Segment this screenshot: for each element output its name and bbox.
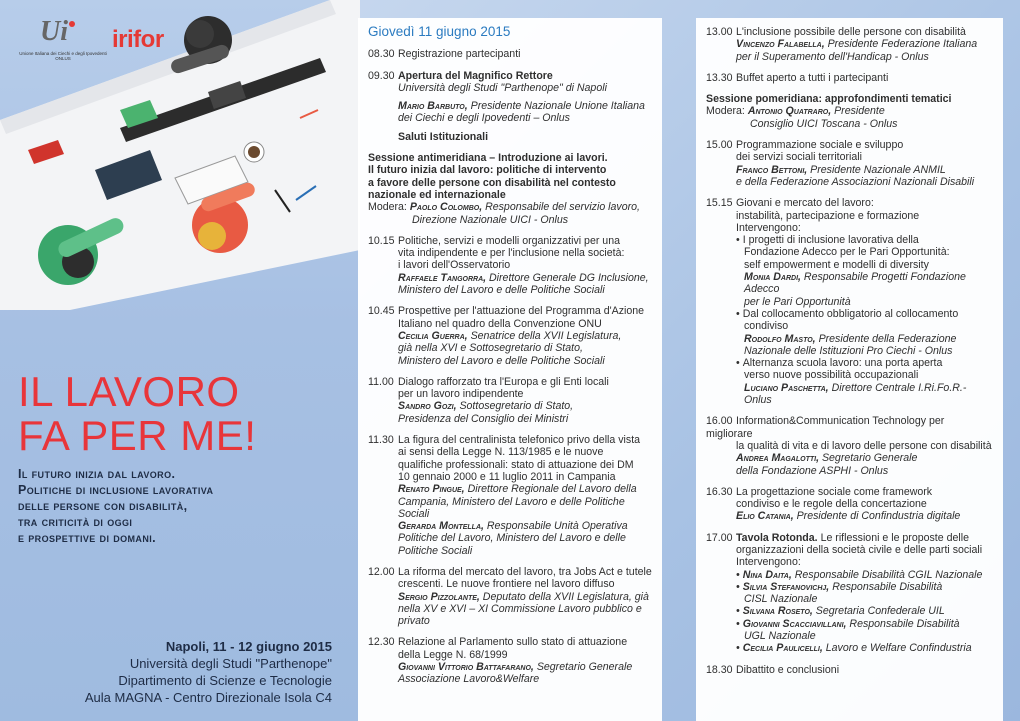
item-time: 09.30	[368, 69, 395, 82]
item-text: La figura del centralinista telefonico privo della vista	[398, 434, 641, 447]
speaker-role: Responsabile Unità Operativa	[483, 520, 628, 533]
main-title-line1: IL LAVORO	[18, 368, 240, 415]
bullet-text: self empowerment e modelli di diversity	[744, 258, 929, 271]
speaker-role: Responsabile Disabilità CGIL Nazionale	[791, 568, 983, 581]
program-item	[368, 70, 652, 143]
program-item	[706, 415, 993, 476]
speaker-role: Associazione Lavoro&Welfare	[398, 673, 540, 686]
item-text: Programmazione sociale e sviluppo	[736, 139, 904, 152]
speaker-role: Lavoro e Welfare Confindustria	[822, 642, 972, 655]
item-time: 16.30	[706, 485, 733, 498]
bullet-text: Fondazione Adecco per le Pari Opportunità:	[744, 246, 950, 259]
item-title: Saluti Istituzionali	[398, 130, 489, 143]
venue-info	[70, 638, 332, 706]
speaker-role: Responsabile Progetti Fondazione Adecco	[744, 271, 966, 296]
item-text: Registrazione partecipanti	[398, 48, 521, 61]
speaker-role: Presidente della Federazione	[815, 332, 957, 345]
item-text: Dibattito e conclusioni	[736, 663, 840, 676]
speaker	[706, 382, 993, 407]
session-title: Sessione antimeridiana – Introduzione ai lavori.	[368, 152, 608, 165]
venue-line: Dipartimento di Scienze e Tecnologie	[118, 673, 332, 688]
moderator-name: Antonio Quatraro,	[747, 105, 832, 118]
speaker-role: Ministero del Lavoro e delle Politiche Sociali	[398, 284, 605, 297]
irifor-logo: irifor	[112, 26, 164, 53]
speaker	[706, 510, 993, 522]
item-text: Buffet aperto a tutti i partecipanti	[736, 71, 889, 84]
subtitle-line: Il futuro inizia dal lavoro.	[18, 467, 176, 481]
day-header: Giovedì 11 giugno 2015	[368, 24, 511, 39]
speaker-role: dei Ciechi e degli Ipovedenti – Onlus	[398, 112, 570, 125]
moderator-name: Paolo Colombo,	[409, 201, 483, 214]
item-text: ai sensi della Legge N. 113/1985 e le nuove	[398, 446, 604, 459]
speaker-role: UGL Nazionale	[744, 630, 816, 643]
item-text: 10 gennaio 2000 e 11 luglio 2011 in Campania	[398, 470, 616, 483]
speaker-role: Segretario Generale	[533, 661, 633, 674]
speaker	[706, 271, 993, 296]
speaker	[368, 100, 652, 112]
program-item	[706, 72, 993, 84]
speaker-role: Responsabile Disabilità	[846, 617, 960, 630]
speaker-name: Vincenzo Falabella,	[736, 38, 825, 51]
speaker-role: Nazionale delle Istituzioni Pro Ciechi - Onlus	[744, 344, 953, 357]
subtitle-line: Politiche di inclusione lavorativa	[18, 483, 214, 497]
item-time: 12.00	[368, 565, 395, 578]
item-time: 15.15	[706, 197, 733, 210]
program-item	[368, 566, 652, 627]
item-time: 13.00	[706, 26, 733, 38]
program-column-left	[358, 18, 662, 721]
speaker-name: Nina Daita,	[742, 568, 792, 581]
item-text: Prospettive per l'attuazione del Programma d'Azione	[398, 305, 645, 318]
subtitle	[18, 466, 348, 546]
item-text: crescenti. Le nuove frontiere nel lavoro diffuso	[398, 578, 615, 591]
program-item	[368, 434, 652, 557]
item-text: Politiche, servizi e modelli organizzativi per una	[398, 234, 620, 247]
session-block	[706, 93, 993, 130]
speaker-role: Campania, Ministero del Lavoro e delle Politiche Sociali	[398, 495, 625, 520]
item-text: La progettazione sociale come framework	[736, 485, 933, 498]
speaker-role: CISL Nazionale	[744, 593, 818, 606]
speaker-name: Andrea Magalotti,	[736, 452, 820, 465]
program-item	[706, 532, 993, 655]
program-item	[706, 139, 993, 188]
speaker-role: Deputato della XVII Legislatura, già	[479, 590, 649, 603]
speaker-name: Monia Dardi,	[744, 271, 801, 284]
uici-logo	[18, 16, 108, 61]
session-title: a favore delle persone con disabilità nel contesto	[368, 176, 616, 189]
speaker	[368, 272, 652, 284]
speaker-role: per le Pari Opportunità	[744, 295, 851, 308]
item-time: 12.30	[368, 636, 395, 649]
speaker-role: Presidente di Confindustria digitale	[793, 510, 961, 523]
speaker-role: per il Superamento dell'Handicap - Onlus	[736, 50, 929, 63]
item-text: Information&Communication Technology per migliorare	[706, 415, 945, 440]
item-time: 10.45	[368, 305, 395, 318]
item-text: Intervengono:	[736, 556, 801, 569]
venue-line: Università degli Studi "Parthenope"	[129, 656, 332, 671]
item-text: per un lavoro indipendente	[398, 388, 524, 401]
item-text: La riforma del mercato del lavoro, tra Jobs Act e tutele	[398, 565, 652, 578]
bullet-text: Alternanza scuola lavoro: una porta aperta	[742, 357, 943, 370]
speaker-name: Mario Barbuto,	[398, 100, 468, 113]
item-text: della Legge N. 68/1999	[398, 648, 508, 661]
uici-logo-mark	[32, 16, 84, 46]
speaker-role: Sottosegretario di Stato,	[456, 400, 574, 413]
program-item	[706, 26, 993, 63]
item-text: Le riflessioni e le proposte delle	[817, 531, 969, 544]
item-text: Relazione al Parlamento sullo stato di attuazione	[398, 636, 628, 649]
speaker-name: Giovanni Vittorio Battafarano,	[398, 661, 534, 674]
speaker-name: Rodolfo Masto,	[744, 332, 816, 345]
speaker	[368, 591, 652, 603]
item-time: 18.30	[706, 663, 733, 676]
subtitle-line: delle persone con disabilità,	[18, 499, 188, 513]
speaker-role: Direttore Generale DG Inclusione,	[486, 271, 649, 284]
speaker-role: della Fondazione ASPHI - Onlus	[736, 464, 889, 477]
item-time: 13.30	[706, 71, 733, 84]
speaker-role: già nella XVI e Sottosegretario di Stato,	[398, 342, 583, 355]
program-item	[706, 664, 993, 676]
speaker-name: Sandro Gozi,	[398, 400, 457, 413]
event-dates: Napoli, 11 - 12 giugno 2015	[165, 639, 332, 654]
moderator-role: Responsabile del servizio lavoro,	[482, 201, 640, 214]
item-text: i lavori dell'Osservatorio	[398, 259, 511, 272]
item-text: vita indipendente e per l'inclusione nella società:	[398, 247, 625, 260]
speaker-role: Presidente Nazionale ANMIL	[807, 163, 946, 176]
moderator-label: Modera:	[706, 105, 748, 118]
speaker-role: nella XV e XVI – XI Commissione Lavoro pubblico e privato	[398, 602, 642, 628]
subtitle-line: e prospettive di domani.	[18, 531, 157, 545]
program-item	[368, 376, 652, 425]
moderator-role: Presidente	[831, 105, 885, 118]
speaker	[706, 164, 993, 176]
speaker-role: Presidente Nazionale Unione Italiana	[467, 100, 645, 113]
bullet-text: Dal collocamento obbligatorio al collocamento condiviso	[742, 307, 959, 333]
speaker	[368, 661, 652, 673]
speaker-name: Luciano Paschetta,	[744, 381, 829, 394]
speaker-role: Segretario Generale	[819, 452, 918, 465]
item-time: 11.30	[368, 434, 394, 447]
speaker-role: Responsabile Disabilità	[829, 580, 943, 593]
item-time: 11.00	[368, 375, 394, 388]
item-text: Dialogo rafforzato tra l'Europa e gli Enti locali	[398, 375, 609, 388]
item-text: Italiano nel quadro della Convenzione ONU	[398, 317, 602, 330]
speaker-name: Sergio Pizzolante,	[398, 590, 480, 603]
speaker-role: Senatrice della XVII Legislatura,	[467, 329, 622, 342]
speaker	[368, 483, 652, 495]
item-text: organizzazioni della società civile e delle parti sociali	[736, 543, 983, 556]
speaker	[368, 330, 652, 342]
speaker-role: Direttore Centrale I.Ri.Fo.R.- Onlus	[744, 381, 967, 407]
speaker-role: Presidenza del Consiglio dei Ministri	[398, 412, 569, 425]
program-column-right	[696, 18, 1003, 721]
speaker-role: Presidente Federazione Italiana	[824, 38, 978, 51]
moderator	[368, 201, 652, 213]
item-time: 08.30	[368, 48, 395, 61]
speaker-name: Silvana Roseto,	[742, 605, 813, 618]
subtitle-line: tra criticità di oggi	[18, 515, 133, 529]
bullet-text: I progetti di inclusione lavorativa della	[742, 234, 919, 247]
speaker-role: Politiche del Lavoro, Ministero del Lavoro e delle	[398, 532, 626, 545]
speaker-role: Politiche Sociali	[398, 544, 473, 557]
item-text: instabilità, partecipazione e formazione	[736, 209, 920, 222]
program-item	[368, 636, 652, 685]
session-title: nazionale ed internazionale	[368, 188, 506, 201]
program-item	[368, 48, 652, 60]
moderator-role: Consiglio UICI Toscana - Onlus	[750, 117, 898, 130]
speaker	[368, 400, 652, 412]
speaker-name: Franco Bettoni,	[736, 163, 808, 176]
item-text: Intervengono:	[736, 221, 801, 234]
moderator-label: Modera:	[368, 201, 410, 214]
speaker-role: Segretaria Confederale UIL	[812, 605, 945, 618]
session-block	[368, 152, 652, 226]
speaker-name: Giovanni Scacciavillani,	[742, 617, 847, 630]
speaker	[706, 452, 993, 464]
item-text: qualifiche professionali: stato di attuazione dei DM	[398, 458, 634, 471]
item-text: L'inclusione possibile delle persone con disabilità	[736, 26, 966, 38]
speaker-name: Silvia Stefanovichj,	[742, 580, 830, 593]
session-title: Sessione pomeridiana: approfondimenti tematici	[706, 93, 952, 106]
item-time: 17.00	[706, 531, 733, 544]
speaker-name: Raffaele Tangorra,	[398, 271, 487, 284]
program-item	[368, 235, 652, 296]
main-title-line2: FA PER ME!	[18, 412, 257, 459]
item-time: 16.00	[706, 415, 733, 428]
speaker-role: Direttore Regionale del Lavoro della	[464, 483, 637, 496]
item-subtext: Università degli Studi "Parthenope" di Napoli	[398, 81, 607, 94]
item-text: condiviso e le regole della concertazione	[736, 498, 927, 511]
program-item	[706, 486, 993, 523]
moderator	[706, 105, 993, 117]
main-title	[18, 370, 256, 458]
item-title: Apertura del Magnifico Rettore	[398, 69, 553, 82]
speaker-name: Gerarda Montella,	[398, 520, 484, 533]
speaker	[706, 38, 993, 50]
speaker-name: Cecilia Paulicelli,	[742, 642, 823, 655]
uici-logo-text: Unione Italiana dei Ciechi e degli Ipovedenti ONLUS	[19, 51, 107, 61]
item-time: 15.00	[706, 139, 733, 152]
item-title: Tavola Rotonda.	[736, 531, 818, 544]
item-text: dei servizi sociali territoriali	[736, 151, 862, 164]
speaker-name: Elio Catania,	[736, 510, 794, 523]
bullet-text: verso nuove possibilità occupazionali	[744, 369, 919, 382]
item-text: la qualità di vita e di lavoro delle persone con disabilità	[736, 439, 992, 452]
program-item	[368, 305, 652, 366]
svg-text:Ui: Ui	[40, 16, 68, 46]
program-item	[706, 197, 993, 406]
speaker	[706, 333, 993, 345]
speaker-role: e della Federazione Associazioni Nazionali Disabili	[736, 175, 975, 188]
item-text: Giovani e mercato del lavoro:	[736, 197, 874, 210]
venue-line: Aula MAGNA - Centro Direzionale Isola C4	[84, 690, 332, 705]
speaker-name: Renato Pingue,	[398, 483, 465, 496]
session-title: Il futuro inizia dal lavoro: politiche di intervento	[368, 164, 607, 177]
speaker-name: Cecilia Guerra,	[398, 329, 468, 342]
speaker-role: Ministero del Lavoro e delle Politiche Sociali	[398, 354, 605, 367]
moderator-role: Direzione Nazionale UICI - Onlus	[412, 213, 569, 226]
item-time: 10.15	[368, 234, 395, 247]
speaker	[368, 520, 652, 532]
